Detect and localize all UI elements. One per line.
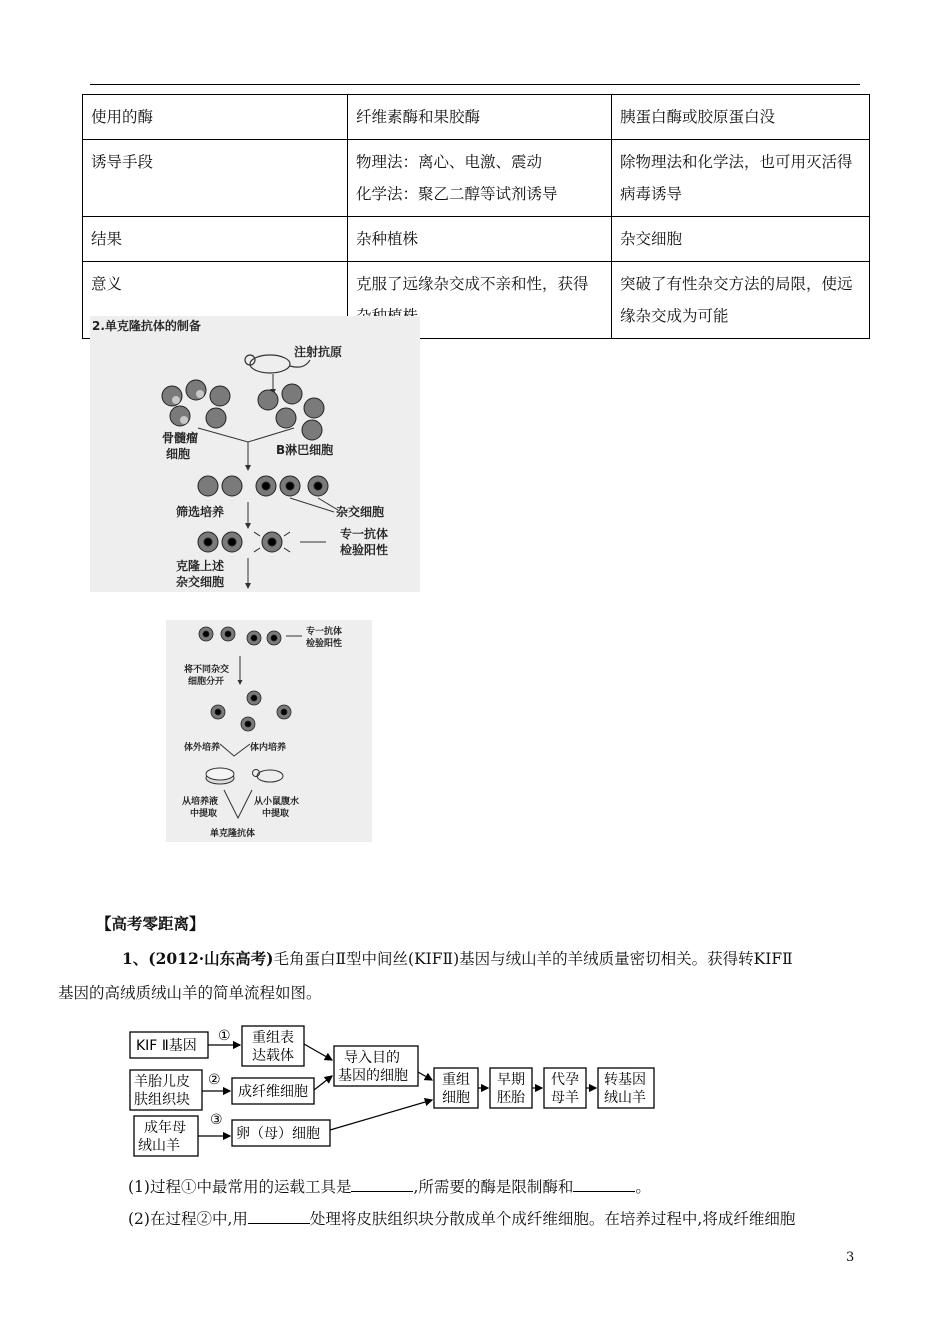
- step-1-label: ①: [218, 1028, 231, 1044]
- answer-blank[interactable]: [351, 1175, 413, 1192]
- question-1: 1、(2012·山东高考)毛角蛋白Ⅱ型中间丝(KIFⅡ)基因与绒山羊的羊绒质量密切相关。获得转KIFⅡ 基因的高绒质绒山羊的简单流程如图。: [58, 949, 793, 1002]
- specific-antibody-label: 专一抗体检验阳性: [340, 527, 389, 557]
- monoclonal-diagram-part1: [90, 316, 420, 592]
- transgenic-goat-box: 转基因绒山羊: [604, 1072, 646, 1106]
- antibody-product-label: 单克隆抗体: [210, 829, 256, 839]
- row-label: 使用的酶: [83, 95, 348, 140]
- recombinant-vector-box: 重组表达载体: [252, 1030, 294, 1064]
- egg-cell-box: 卵（母）细胞: [236, 1126, 320, 1142]
- recombinant-cell-box: 重组细胞: [442, 1072, 470, 1106]
- subquestion-1: (1)过程①中最常用的运载工具是 ,所需要的酶是限制酶和 。: [128, 1172, 651, 1202]
- separated-cells: [211, 691, 291, 731]
- inject-label: 注射抗原: [294, 345, 343, 359]
- table-row: [83, 140, 870, 217]
- plant-cell: 杂种植株: [348, 217, 612, 262]
- table-row: [83, 95, 870, 140]
- flowchart: [128, 1020, 688, 1162]
- animal-cell: 胰蛋白酶或胶原蛋白没: [612, 95, 870, 140]
- step-2-label: ②: [208, 1072, 221, 1088]
- subquestion-2: (2)在过程②中,用 处理将皮肤组织块分散成单个成纤维细胞。在培养过程中,将成纤维细胞: [128, 1204, 795, 1234]
- in-vivo-label: 体内培养: [250, 743, 287, 753]
- kif-gene-box: KIF Ⅱ基因: [136, 1038, 197, 1054]
- from-medium-label: 从培养液中提取: [182, 797, 219, 819]
- b-cell-label: B淋巴细胞: [276, 443, 334, 457]
- clone-label: 克隆上述杂交细胞: [176, 559, 225, 589]
- screened-cells: [198, 532, 290, 552]
- target-cell-box: 导入目的基因的细胞: [338, 1050, 408, 1084]
- row-label: 意义: [83, 262, 348, 339]
- section-heading: 【高考零距离】: [96, 914, 205, 933]
- fibroblast-box: 成纤维细胞: [238, 1084, 308, 1100]
- myeloma-cells: [162, 380, 230, 428]
- plant-cell: 克服了远缘杂交成不亲和性，获得: [348, 262, 612, 339]
- surrogate-box: 代孕母羊: [551, 1072, 579, 1106]
- fused-cells: [198, 476, 328, 496]
- early-embryo-box: 早期胚胎: [497, 1072, 525, 1106]
- header-rule: [90, 84, 860, 85]
- separate-label: 将不同杂交细胞分开: [184, 665, 230, 687]
- table-row: [83, 217, 870, 262]
- row-label: 结果: [83, 217, 348, 262]
- row-label: 诱导手段: [83, 140, 348, 217]
- from-mouse-label: 从小鼠腹水中提取: [254, 797, 300, 819]
- skin-tissue-box: 羊胎儿皮肤组织块: [134, 1074, 190, 1108]
- plant-cell: 物理法：离心、电激、震动 化学法：聚乙二醇等试剂诱导: [348, 140, 612, 217]
- myeloma-label: 骨髓瘤细胞: [162, 431, 199, 461]
- screen-label: 筛选培养: [176, 505, 225, 519]
- mouse-icon-2: [253, 770, 284, 783]
- page-number: 3: [846, 1250, 855, 1265]
- animal-cell: 除物理法和化学法，也可用灭活得 病毒诱导: [612, 140, 870, 217]
- plant-cell: 纤维素酶和果胶酶: [348, 95, 612, 140]
- step-3-label: ③: [210, 1112, 223, 1128]
- comparison-table: [82, 94, 870, 339]
- animal-cell: 突破了有性杂交方法的局限，使远 缘杂交成为可能: [612, 262, 870, 339]
- adult-goat-box: 成年母绒山羊: [138, 1120, 186, 1154]
- animal-cell: 杂交细胞: [612, 217, 870, 262]
- monoclonal-diagram-part2: [166, 620, 372, 842]
- figure-title: 2.单克隆抗体的制备: [92, 319, 201, 333]
- b-lymphocyte-cells: [258, 384, 324, 440]
- in-vitro-label: 体外培养: [184, 743, 221, 753]
- answer-blank[interactable]: [573, 1175, 635, 1192]
- culture-dish-icon: [206, 768, 234, 784]
- hybrid-label: 杂交细胞: [336, 505, 385, 519]
- answer-blank[interactable]: [248, 1207, 310, 1224]
- specific-antibody-label-2: 专一抗体检验阳性: [306, 627, 343, 649]
- positive-cells: [199, 627, 281, 645]
- question-source: 1、(2012·山东高考): [122, 949, 274, 968]
